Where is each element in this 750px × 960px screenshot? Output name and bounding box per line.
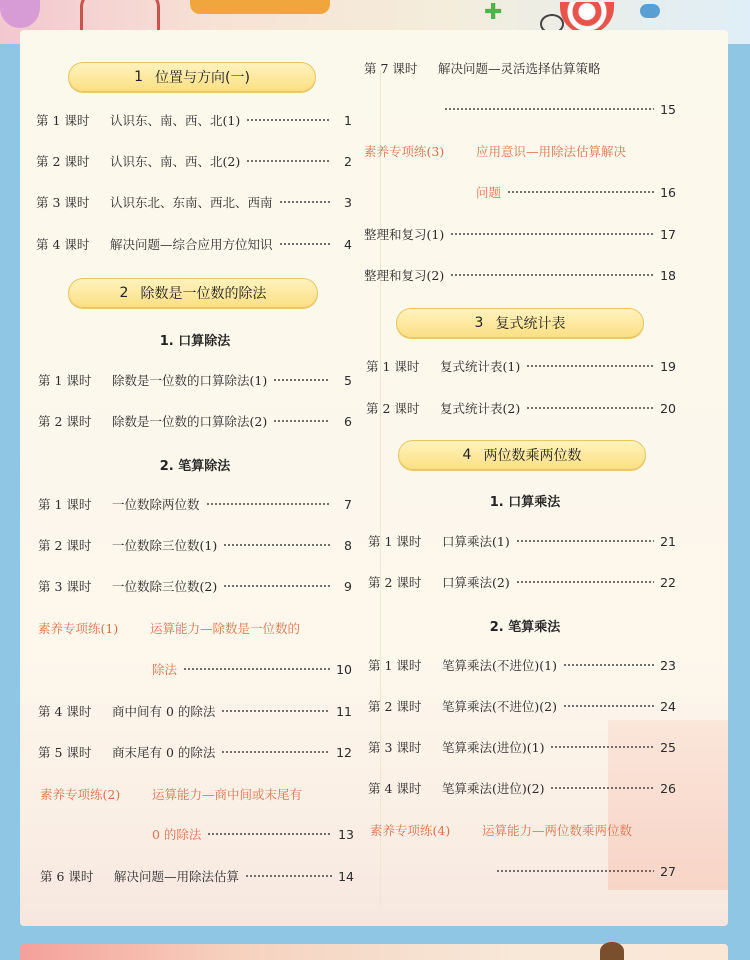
lesson-title: 认识东北、东南、西北、西南	[110, 195, 273, 210]
toc-row[interactable]	[40, 866, 354, 886]
page-number: 3	[344, 194, 352, 210]
ferris-wheel-icon	[80, 0, 160, 32]
lesson-label: 第 7 课时	[364, 61, 418, 76]
lesson-label: 第 5 课时	[38, 745, 92, 760]
toc-row[interactable]	[366, 398, 676, 418]
toc-row[interactable]	[36, 110, 352, 130]
lesson-label: 第 4 课时	[368, 781, 422, 796]
page-number: 11	[336, 703, 352, 719]
dot-leader	[223, 585, 330, 587]
dot-leader	[279, 201, 330, 203]
page-number: 7	[344, 496, 352, 512]
section-number: 4	[462, 447, 472, 463]
lesson-label: 第 6 课时	[40, 869, 94, 884]
section-2-header[interactable]	[68, 278, 318, 308]
lesson-label: 第 4 课时	[36, 237, 90, 252]
page-number: 14	[338, 868, 354, 884]
page-number: 26	[660, 780, 676, 796]
lesson-label: 第 1 课时	[36, 113, 90, 128]
lesson-title: 复式统计表(2)	[440, 401, 521, 416]
lesson-label: 第 2 课时	[368, 699, 422, 714]
special-practice-row[interactable]	[38, 618, 352, 638]
practice-label: 素养专项练(2)	[40, 787, 121, 802]
special-practice-row[interactable]	[364, 141, 664, 161]
toc-row[interactable]	[38, 535, 352, 555]
section-title: 位置与方向(一)	[154, 70, 250, 86]
section-title: 两位数乘两位数	[483, 448, 582, 464]
dot-leader	[273, 379, 330, 381]
page-number: 6	[344, 413, 352, 429]
lesson-title: 口算乘法(1)	[442, 534, 510, 549]
lesson-label: 第 2 课时	[38, 414, 92, 429]
lesson-label: 第 2 课时	[36, 154, 90, 169]
subsection-heading: 2. 笔算乘法	[489, 620, 561, 635]
special-practice-row-continued[interactable]	[152, 659, 352, 679]
lesson-title: 一位数除三位数(1)	[112, 538, 218, 553]
lesson-label: 第 4 课时	[38, 704, 92, 719]
dot-leader	[246, 119, 330, 121]
toc-row[interactable]	[364, 58, 664, 78]
lesson-title: 一位数除三位数(2)	[112, 579, 218, 594]
toc-row[interactable]	[36, 151, 352, 171]
review-row[interactable]	[364, 265, 676, 285]
dot-leader	[223, 544, 330, 546]
lesson-title: 笔算乘法(不进位)(1)	[442, 658, 557, 673]
toc-row[interactable]	[36, 234, 352, 254]
section-title: 复式统计表	[495, 316, 566, 332]
lesson-label: 第 2 课时	[368, 575, 422, 590]
dot-leader	[450, 233, 654, 235]
page-number: 15	[660, 101, 676, 117]
page-number: 27	[660, 863, 676, 879]
toc-row[interactable]	[368, 655, 676, 675]
toc-row[interactable]	[38, 494, 352, 514]
practice-title: 运算能力—商中间或末尾有	[152, 787, 303, 802]
page-number: 23	[660, 657, 676, 673]
toc-row[interactable]	[368, 572, 676, 592]
section-number: 2	[119, 285, 129, 301]
dot-leader	[206, 503, 330, 505]
lesson-label: 第 3 课时	[368, 740, 422, 755]
section-4-header[interactable]	[398, 440, 646, 470]
lesson-title: 除数是一位数的口算除法(2)	[112, 414, 268, 429]
page-number: 24	[660, 698, 676, 714]
special-practice-row-continued[interactable]	[476, 182, 676, 202]
lesson-title: 认识东、南、西、北(2)	[110, 154, 241, 169]
lesson-label: 第 1 课时	[38, 373, 92, 388]
page-number: 9	[344, 578, 352, 594]
lesson-label: 第 3 课时	[36, 195, 90, 210]
lesson-title: 一位数除两位数	[112, 497, 200, 512]
page-number: 8	[344, 537, 352, 553]
lesson-title: 解决问题—综合应用方位知识	[110, 237, 273, 252]
practice-title: 运算能力—两位数乘两位数	[482, 823, 633, 838]
dot-leader	[550, 746, 654, 748]
toc-row[interactable]	[38, 701, 352, 721]
lesson-label: 第 3 课时	[38, 579, 92, 594]
lesson-label: 第 1 课时	[366, 359, 420, 374]
practice-title: 除法	[152, 662, 178, 677]
lesson-title: 笔算乘法(不进位)(2)	[442, 699, 557, 714]
cloud-icon	[640, 4, 660, 18]
dot-leader	[526, 407, 654, 409]
dot-leader	[507, 191, 654, 193]
lesson-title: 口算乘法(2)	[442, 575, 510, 590]
lesson-label: 第 1 课时	[368, 658, 422, 673]
page-number: 5	[344, 372, 352, 388]
special-practice-row[interactable]	[370, 820, 676, 840]
section-3-header[interactable]	[396, 308, 644, 338]
subsection-heading: 1. 口算乘法	[489, 495, 561, 510]
section-1-header[interactable]	[68, 62, 316, 92]
lesson-title: 商末尾有 0 的除法	[112, 745, 216, 760]
figure-decoration-icon	[600, 942, 624, 960]
dot-leader	[496, 870, 654, 872]
dot-leader	[183, 668, 330, 670]
page-number: 10	[336, 661, 352, 677]
page-number: 13	[338, 826, 354, 842]
page-number: 16	[660, 184, 676, 200]
practice-title: 0 的除法	[152, 827, 202, 842]
page-number: 2	[344, 153, 352, 169]
dot-leader	[450, 274, 654, 276]
review-title: 整理和复习(2)	[364, 268, 445, 283]
toc-row[interactable]	[368, 778, 676, 798]
lesson-title: 复式统计表(1)	[440, 359, 521, 374]
page-number: 22	[660, 574, 676, 590]
header-tab-decoration	[190, 0, 330, 14]
special-practice-row-continued[interactable]	[496, 861, 676, 881]
lesson-label: 第 1 课时	[368, 534, 422, 549]
dot-leader	[245, 875, 332, 877]
plus-icon: ✚	[484, 0, 503, 25]
practice-label: 素养专项练(3)	[364, 144, 445, 159]
dot-leader	[221, 710, 330, 712]
toc-row[interactable]	[368, 531, 676, 551]
review-row[interactable]	[364, 224, 676, 244]
page-number: 18	[660, 267, 676, 283]
toc-row[interactable]	[36, 192, 352, 212]
lesson-label: 第 2 课时	[366, 401, 420, 416]
practice-title: 运算能力—除数是一位数的	[150, 621, 301, 636]
dot-leader	[221, 751, 330, 753]
toc-row[interactable]	[38, 370, 352, 390]
lesson-label: 第 1 课时	[38, 497, 92, 512]
special-practice-row[interactable]	[40, 784, 352, 804]
dot-leader	[273, 420, 330, 422]
page-number: 19	[660, 358, 676, 374]
toc-row[interactable]	[38, 411, 352, 431]
subsection-heading: 1. 口算除法	[159, 334, 231, 349]
subsection-heading: 2. 笔算除法	[159, 459, 231, 474]
section-number: 3	[474, 315, 484, 331]
page-number: 17	[660, 226, 676, 242]
dot-leader	[207, 833, 332, 835]
section-title: 除数是一位数的除法	[140, 286, 267, 302]
dot-leader	[246, 160, 330, 162]
page-number: 21	[660, 533, 676, 549]
page-number: 12	[336, 744, 352, 760]
table-of-contents-page	[20, 30, 728, 926]
lesson-title: 商中间有 0 的除法	[112, 704, 216, 719]
dot-leader	[516, 540, 654, 542]
toc-row-continued[interactable]	[444, 99, 676, 119]
toc-row[interactable]	[366, 356, 676, 376]
practice-title: 应用意识—用除法估算解决	[476, 144, 627, 159]
lesson-title: 除数是一位数的口算除法(1)	[112, 373, 268, 388]
dot-leader	[563, 664, 654, 666]
toc-row[interactable]	[368, 696, 676, 716]
page-number: 1	[344, 112, 352, 128]
practice-label: 素养专项练(4)	[370, 823, 451, 838]
lesson-title: 解决问题—灵活选择估算策略	[438, 61, 601, 76]
toc-row[interactable]	[38, 576, 352, 596]
lesson-label: 第 2 课时	[38, 538, 92, 553]
dot-leader	[444, 108, 654, 110]
lesson-title: 认识东、南、西、北(1)	[110, 113, 241, 128]
lesson-title: 解决问题—用除法估算	[114, 869, 240, 884]
dot-leader	[279, 243, 330, 245]
page-number: 20	[660, 400, 676, 416]
toc-row[interactable]	[368, 737, 676, 757]
dot-leader	[550, 787, 654, 789]
lesson-title: 笔算乘法(进位)(2)	[442, 781, 545, 796]
dot-leader	[516, 581, 654, 583]
toc-row[interactable]	[38, 742, 352, 762]
review-title: 整理和复习(1)	[364, 227, 445, 242]
section-number: 1	[134, 69, 143, 85]
practice-label: 素养专项练(1)	[38, 621, 119, 636]
practice-title: 问题	[476, 185, 502, 200]
page-number: 4	[344, 236, 352, 252]
page-number: 25	[660, 739, 676, 755]
dot-leader	[563, 705, 654, 707]
lesson-title: 笔算乘法(进位)(1)	[442, 740, 545, 755]
special-practice-row-continued[interactable]	[152, 824, 354, 844]
dot-leader	[526, 365, 654, 367]
